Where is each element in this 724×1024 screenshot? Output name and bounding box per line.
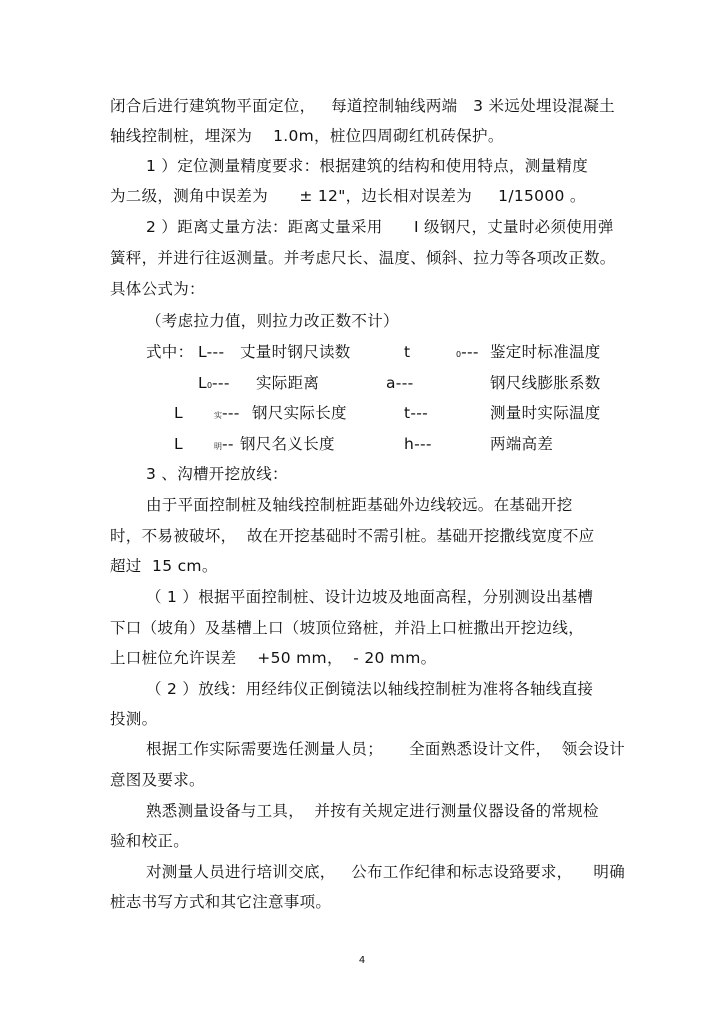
- formula-row4-subscript-left: 明: [214, 442, 222, 451]
- item1-line1: 1 ）定位测量精度要求：根据建筑的结构和使用特点，测量精度: [146, 157, 588, 175]
- formula-row3-symbol-left: L: [174, 404, 183, 422]
- item2-line1: 2 ）距离丈量方法：距离丈量采用 Ⅰ 级钢尺，丈量时必须使用弹: [146, 218, 614, 236]
- formula-row1-symbol-left: L---: [198, 343, 225, 361]
- formula-row3-desc-left: 钢尺实际长度: [252, 404, 347, 422]
- formula-row3-symbol-right: t---: [404, 404, 429, 422]
- closing-p3-line2: 桩志书写方式和其它注意事项。: [110, 893, 332, 911]
- formula-row2-subscript-left: 0: [206, 381, 213, 390]
- formula-row4-desc-right: 两端高差: [490, 435, 554, 453]
- section3-s1-line3: 上口桩位允许误差 +50 mm， - 20 mm。: [110, 649, 437, 667]
- section3-heading: 3 、沟槽开挖放线：: [146, 465, 288, 483]
- item2-line2: 簧秤，并进行往返测量。并考虑尺长、温度、倾斜、拉力等各项改正数。: [110, 249, 616, 267]
- section3-s2-line2: 投测。: [110, 710, 158, 728]
- formula-row1-desc-right: 鉴定时标准温度: [490, 343, 601, 361]
- formula-row1-dash-right: 0---: [456, 343, 479, 361]
- formula-row2-symbol-left: L0---: [198, 374, 230, 392]
- closing-p1-line2: 意图及要求。: [110, 771, 205, 789]
- item1-line2: 为二级，测角中误差为 ± 12"，边长相对误差为 1/15000 。: [110, 187, 586, 205]
- paragraph1-line1: 闭合后进行建筑物平面定位， 每道控制轴线两端 3 米远处埋设混凝土: [110, 97, 615, 115]
- section3-p1-line2: 时，不易被破坏， 故在开挖基础时不需引桩。基础开挖撒线宽度不应: [110, 527, 595, 545]
- formula-row2-desc-left: 实际距离: [256, 374, 320, 392]
- section3-s1-line1: （ 1 ）根据平面控制桩、设计边坡及地面高程，分别测设出基槽: [146, 588, 594, 606]
- formula-row3-dash-left: 实---: [214, 404, 240, 422]
- section3-s2-line1: （ 2 ）放线：用经纬仪正倒镜法以轴线控制桩为准将各轴线直接: [146, 680, 594, 698]
- formula-row3-subscript-left: 实: [214, 411, 222, 420]
- formula-row2-desc-right: 钢尺线膨胀系数: [490, 374, 601, 392]
- formula-row1-symbol-right: t: [404, 343, 411, 361]
- formula-prefix: 式中：: [146, 343, 194, 361]
- formula-row2-symbol-right: a---: [386, 374, 414, 392]
- section3-s1-line2: 下口（坡角）及基槽上口（坡顶位臵桩，并沿上口桩撒出开挖边线，: [110, 619, 585, 637]
- formula-row4-symbol-right: h---: [404, 435, 432, 453]
- section3-p1-line3: 超过 15 cm。: [110, 557, 218, 575]
- item2-note: （考虑拉力值，则拉力改正数不计）: [146, 312, 399, 330]
- section3-p1-line1: 由于平面控制桩及轴线控制桩距基础外边线较远。在基础开挖: [146, 496, 573, 514]
- formula-row1-desc-left: 丈量时钢尺读数: [240, 343, 351, 361]
- formula-row4-desc-left: 钢尺名义长度: [240, 435, 335, 453]
- formula-row1-subscript-right: 0: [456, 350, 462, 359]
- formula-row4-dash-left: 明--: [214, 435, 234, 453]
- formula-row3-desc-right: 测量时实际温度: [490, 404, 601, 422]
- page-number: 4: [358, 955, 366, 966]
- formula-row4-symbol-left: L: [174, 435, 183, 453]
- item2-line3: 具体公式为：: [110, 280, 205, 298]
- paragraph1-line2: 轴线控制桩，埋深为 1.0m，桩位四周砌红机砖保护。: [110, 127, 504, 145]
- closing-p2-line2: 验和校正。: [110, 832, 190, 850]
- closing-p3-line1: 对测量人员进行培训交底， 公布工作纪律和标志设臵要求， 明确: [146, 863, 625, 881]
- closing-p1-line1: 根据工作实际需要选任测量人员； 全面熟悉设计文件， 领会设计: [146, 740, 625, 758]
- closing-p2-line1: 熟悉测量设备与工具， 并按有关规定进行测量仪器设备的常规检: [146, 802, 599, 820]
